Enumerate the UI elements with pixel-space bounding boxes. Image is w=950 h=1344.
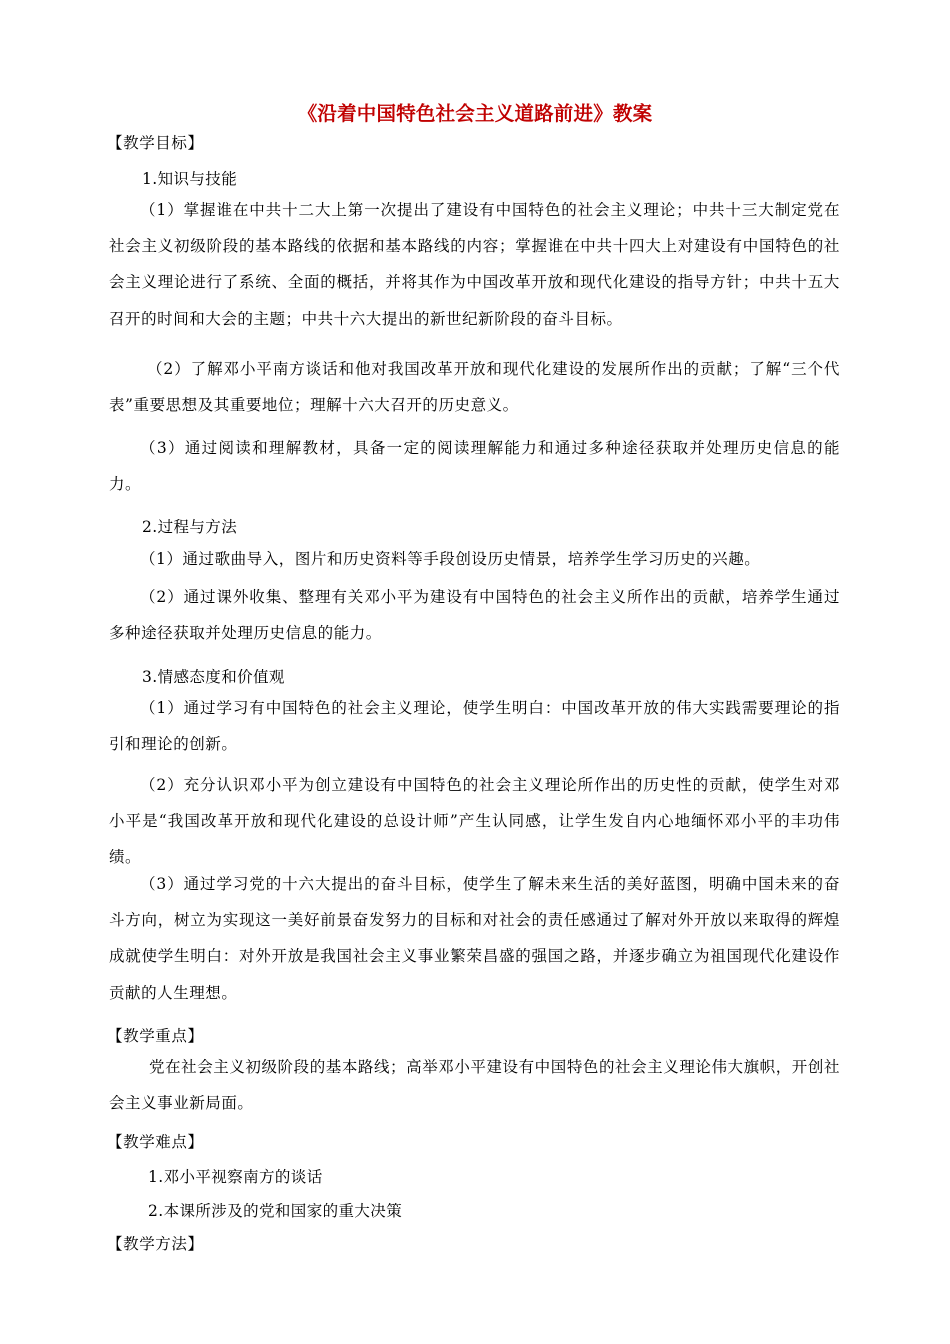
paragraph-key-points: 党在社会主义初级阶段的基本路线；高举邓小平建设有中国特色的社会主义理论伟大旗帜，开创社会主义事业新局面。 <box>109 1058 840 1113</box>
subheading-emotion-values: 3.情感态度和价值观 <box>142 668 285 686</box>
section-heading-methods: 【教学方法】 <box>107 1235 204 1253</box>
paragraph-emotion-2: （2）充分认识邓小平为创立建设有中国特色的社会主义理论所作出的历史性的贡献，使学生对邓小平是“我国改革开放和现代化建设的总设计师”产生认同感，让学生发自内心地缅怀邓小平的丰功伟绩。 <box>109 776 840 867</box>
document-title: 《沿着中国特色社会主义道路前进》教案 <box>297 102 653 125</box>
section-heading-key-points: 【教学重点】 <box>107 1027 204 1045</box>
paragraph-emotion-1: （1）通过学习有中国特色的社会主义理论，使学生明白：中国改革开放的伟大实践需要理论的指引和理论的创新。 <box>109 699 840 754</box>
difficulty-item-2: 2.本课所涉及的党和国家的重大决策 <box>148 1202 403 1220</box>
subheading-process-methods: 2.过程与方法 <box>142 518 238 536</box>
subheading-knowledge-skills: 1.知识与技能 <box>142 170 238 188</box>
paragraph-knowledge-2: （2）了解邓小平南方谈话和他对我国改革开放和现代化建设的发展所作出的贡献；了解“三个代表”重要思想及其重要地位；理解十六大召开的历史意义。 <box>109 360 840 415</box>
section-heading-objectives: 【教学目标】 <box>107 134 204 152</box>
paragraph-knowledge-3: （3）通过阅读和理解教材，具备一定的阅读理解能力和通过多种途径获取并处理历史信息的能力。 <box>109 439 840 494</box>
difficulty-item-1: 1.邓小平视察南方的谈话 <box>148 1168 323 1186</box>
section-heading-difficulties: 【教学难点】 <box>107 1133 204 1151</box>
paragraph-process-1: （1）通过歌曲导入，图片和历史资料等手段创设历史情景，培养学生学习历史的兴趣。 <box>140 550 761 568</box>
paragraph-knowledge-1: （1）掌握谁在中共十二大上第一次提出了建设有中国特色的社会主义理论；中共十三大制定党在社会主义初级阶段的基本路线的依据和基本路线的内容；掌握谁在中共十四大上对建设有中国特色的社会主义理论进行了系统、全面的概括，并将其作为中国改革开放和现代化建设的指导方针；中共十五大召开的时间和大会的主题；中共十六大提出的新世纪新阶段的奋斗目标。 <box>109 201 840 328</box>
paragraph-emotion-3: （3）通过学习党的十六大提出的奋斗目标，使学生了解未来生活的美好蓝图，明确中国未来的奋斗方向，树立为实现这一美好前景奋发努力的目标和对社会的责任感通过了解对外开放以来取得的辉煌成就使学生明白：对外开放是我国社会主义事业繁荣昌盛的强国之路，并逐步确立为祖国现代化建设作贡献的人生理想。 <box>109 875 840 1002</box>
paragraph-process-2: （2）通过课外收集、整理有关邓小平为建设有中国特色的社会主义所作出的贡献，培养学生通过多种途径获取并处理历史信息的能力。 <box>109 588 840 643</box>
